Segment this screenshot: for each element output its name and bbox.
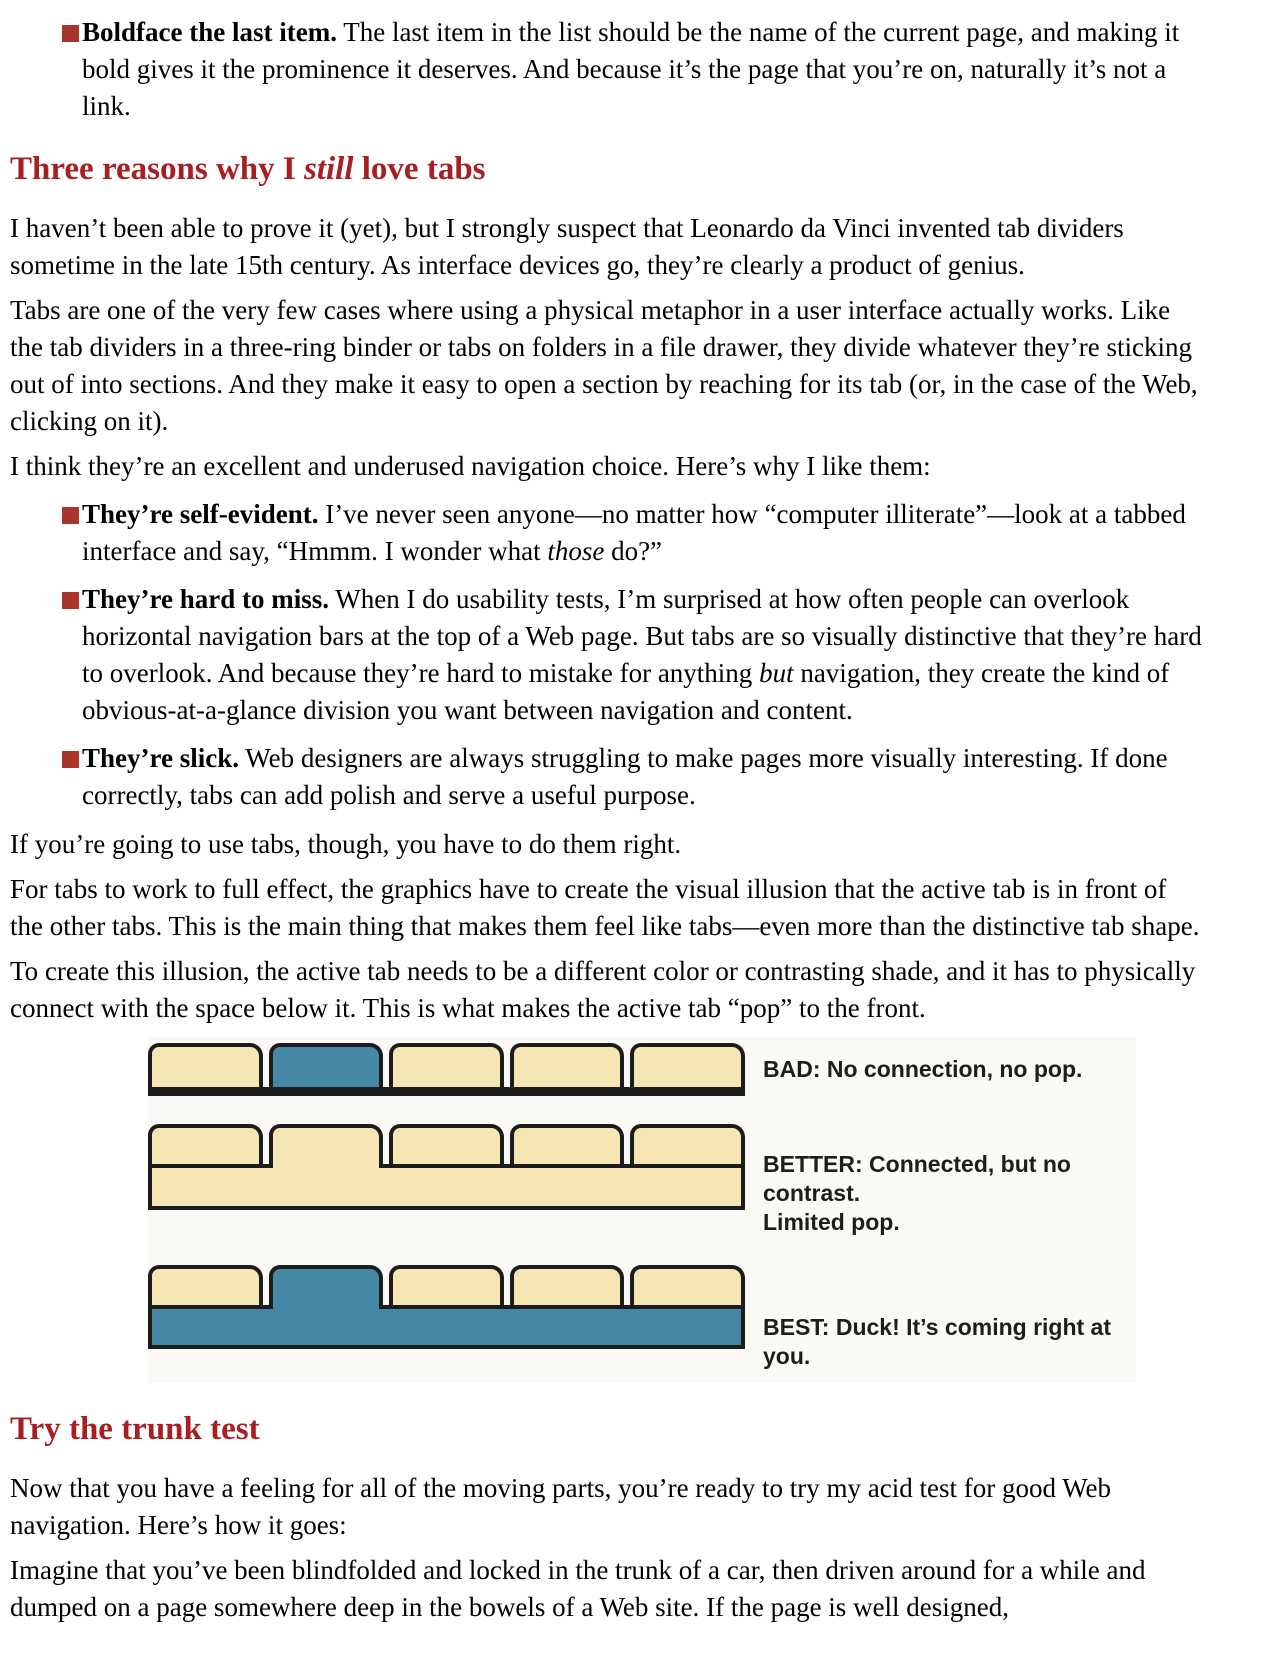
list-item-lead: They’re self-evident.: [82, 499, 319, 529]
tab-diagram-bad: [148, 1043, 745, 1096]
bullet-square-icon: [62, 751, 79, 768]
tab-shape: [630, 1124, 745, 1164]
paragraph-illusion: To create this illusion, the active tab needs to be a different color or contrasting shade, and it has to physically connect with the space below it. This is what makes the active tab “pop” to the front.: [10, 956, 1196, 1023]
figure-row-best: [148, 1265, 1136, 1371]
tab-shape: [630, 1043, 745, 1087]
list-item-text: [82, 496, 1202, 570]
list-item-text: [82, 740, 1202, 814]
list-item-body: When I do usability tests, I’m surprised at how often people can overlook horizontal navigation bars at the top of a Web page. But tabs are so visually distinctive that they’re hard to overlook. And because they’re hard to mistake for anything: [82, 584, 1202, 688]
caption-line: Limited pop.: [763, 1209, 900, 1235]
tab-shape: [389, 1265, 504, 1305]
figure-caption-better: [763, 1124, 1136, 1237]
tab-shape: [510, 1043, 625, 1087]
tab-diagram-best: [148, 1265, 745, 1371]
list-item-body: I’ve never seen anyone—no matter how “computer illiterate”—look at a tabbed interface and say, “Hmmm. I wonder what: [82, 499, 1186, 566]
heading-text: Three reasons why I: [10, 151, 304, 187]
tab-shape: [148, 1043, 263, 1087]
paragraph-ready: Now that you have a feeling for all of the moving parts, you’re ready to try my acid test for good Web navigation. Here’s how it goes:: [10, 1473, 1112, 1540]
paragraph-imagine: Imagine that you’ve been blindfolded and locked in the trunk of a car, then driven around for a while and dumped on a page somewhere deep in the bowels of a Web site. If the page is well designed,: [10, 1555, 1146, 1622]
list-item-self-evident: [10, 496, 1202, 570]
bullet-square-icon: [62, 592, 79, 609]
figure-caption-bad: BAD: No connection, no pop.: [763, 1056, 1083, 1082]
list-item-slick: [10, 740, 1202, 814]
paragraph-metaphor: Tabs are one of the very few cases where using a physical metaphor in a user interface actually works. Like the tab dividers in a three-ring binder or tabs on folders in a file drawer, they divide whatever they’re sticking out of into sections. And they make it easy to open a section by reaching for its tab (or, in the case of the Web, clicking on it).: [10, 295, 1198, 436]
tab-shape: [389, 1043, 504, 1087]
heading-text: love tabs: [353, 151, 486, 187]
list-item-text: [82, 581, 1202, 729]
tab-shape: [148, 1265, 263, 1305]
section-heading-trunk-test: Try the trunk test: [10, 1411, 260, 1447]
figure-row-bad: [148, 1043, 1136, 1096]
tab-shape-active-connected: [269, 1265, 384, 1309]
list-item-text: [82, 14, 1202, 125]
list-item-body: Web designers are always struggling to make pages more visually interesting. If done correctly, tabs can add polish and serve a useful purpose.: [82, 743, 1168, 810]
tab-shape: [389, 1124, 504, 1164]
tab-panel-body-active: [148, 1305, 745, 1349]
tab-shape-connected: [269, 1124, 384, 1168]
tab-diagram-better: [148, 1124, 745, 1237]
section-heading-three-reasons: [10, 149, 1202, 189]
list-item-lead: Boldface the last item.: [82, 17, 337, 47]
tab-shape: [630, 1265, 745, 1305]
paragraph-full-effect: For tabs to work to full effect, the graphics have to create the visual illusion that the active tab is in front of the other tabs. This is the main thing that makes them feel like tabs—even more than the distinctive tab shape.: [10, 874, 1200, 941]
tab-shape: [510, 1124, 625, 1164]
tab-shape: [148, 1124, 263, 1164]
list-item-body: The last item in the list should be the name of the current page, and making it bold gives it the prominence it deserves. And because it’s the page that you’re on, naturally it’s not a link.: [82, 17, 1180, 121]
paragraph-do-right: If you’re going to use tabs, though, you have to do them right.: [10, 829, 682, 859]
figure-row-better: [148, 1124, 1136, 1237]
bullet-square-icon: [62, 507, 79, 524]
paragraph-why-like: I think they’re an excellent and underused navigation choice. Here’s why I like them:: [10, 451, 931, 481]
list-item-hard-to-miss: [10, 581, 1202, 729]
baseline-bar: [148, 1087, 745, 1096]
list-item-body: do?”: [604, 536, 663, 566]
caption-line: BETTER: Connected, but no contrast.: [763, 1151, 1071, 1206]
tabs-figure: [148, 1037, 1136, 1383]
list-item-italic: those: [547, 536, 605, 566]
bullet-square-icon: [62, 25, 79, 42]
heading-italic-text: still: [303, 151, 354, 187]
list-item-italic: but: [759, 658, 794, 688]
list-item-boldface: [10, 14, 1202, 125]
tabs-strip: [148, 1043, 745, 1087]
tab-shape-active: [269, 1043, 384, 1087]
breadcrumb-tips-list: [10, 14, 1202, 125]
tabs-strip: [148, 1265, 745, 1305]
tab-panel-body: [148, 1164, 745, 1210]
reasons-list: [10, 496, 1202, 814]
figure-caption-best: BEST: Duck! It’s coming right at you.: [763, 1314, 1112, 1369]
tab-shape: [510, 1265, 625, 1305]
list-item-lead: They’re hard to miss.: [82, 584, 329, 614]
list-item-lead: They’re slick.: [82, 743, 239, 773]
list-item-body: navigation, they create the kind of obvious-at-a-glance division you want between navigation and content.: [82, 658, 1170, 725]
tabs-strip: [148, 1124, 745, 1164]
paragraph-intro: I haven’t been able to prove it (yet), but I strongly suspect that Leonardo da Vinci invented tab dividers sometime in the late 15th century. As interface devices go, they’re clearly a product of genius.: [10, 213, 1124, 280]
